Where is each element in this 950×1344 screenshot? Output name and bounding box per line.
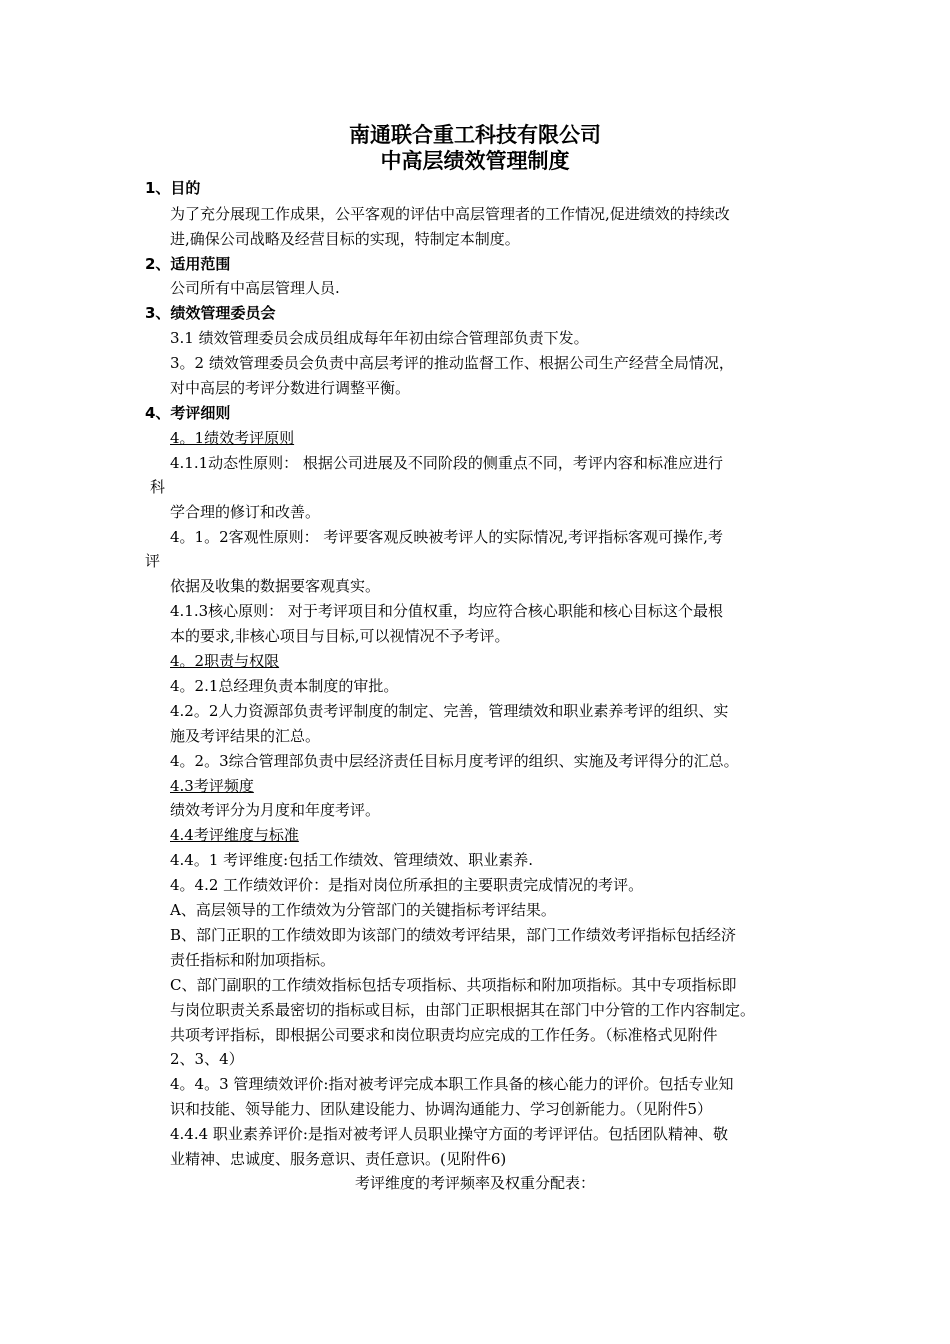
subsection-heading: 4.4考评维度与标准 (170, 826, 299, 844)
section-heading-committee: 3、绩效管理委员会 (145, 304, 276, 322)
company-title: 南通联合重工科技有限公司 (349, 123, 601, 147)
paragraph-line: 责任指标和附加项指标。 (170, 951, 336, 969)
paragraph-line: 3.1 绩效管理委员会成员组成每年年初由综合管理部负责下发。 (170, 329, 589, 347)
section-heading-purpose: 1、目的 (145, 179, 201, 197)
paragraph-line: 4。2.1总经理负责本制度的审批。 (170, 677, 399, 695)
paragraph-line: 4.1.1动态性原则： 根据公司进展及不同阶段的侧重点不同，考评内容和标准应进行 (170, 454, 723, 472)
section-heading-scope: 2、适用范围 (145, 255, 231, 273)
paragraph-line: 4。4.2 工作绩效评价：是指对岗位所承担的主要职责完成情况的考评。 (170, 876, 644, 894)
paragraph-line: 4。2。3综合管理部负责中层经济责任目标月度考评的组织、实施及考评得分的汇总。 (170, 752, 739, 770)
paragraph-line: 业精神、忠诚度、服务意识、责任意识。(见附件6) (170, 1150, 507, 1168)
paragraph-line: 4.2。2人力资源部负责考评制度的制定、完善，管理绩效和职业素养考评的组织、实 (170, 702, 729, 720)
paragraph-line: 为了充分展现工作成果，公平客观的评估中高层管理者的工作情况,促进绩效的持续改 (170, 205, 730, 223)
paragraph-line: 4。4。3 管理绩效评价:指对被考评完成本职工作具备的核心能力的评价。包括专业知 (170, 1075, 734, 1093)
paragraph-line: C、部门副职的工作绩效指标包括专项指标、共项指标和附加项指标。其中专项指标即 (170, 976, 737, 994)
paragraph-line: 4。1。2客观性原则： 考评要客观反映被考评人的实际情况,考评指标客观可操作,考 (170, 528, 723, 546)
paragraph-line: 对中高层的考评分数进行调整平衡。 (170, 379, 411, 397)
paragraph-line: 依据及收集的数据要客观真实。 (170, 577, 381, 595)
subsection-heading: 4。1绩效考评原则 (170, 429, 295, 447)
paragraph-line: 科 (150, 478, 166, 496)
document-title: 中高层绩效管理制度 (380, 149, 570, 173)
section-heading-rules: 4、考评细则 (145, 404, 231, 422)
subsection-heading: 4.3考评频度 (170, 777, 254, 795)
paragraph-line: A、高层领导的工作绩效为分管部门的关键指标考评结果。 (170, 901, 556, 919)
paragraph-line: 3。2 绩效管理委员会负责中高层考评的推动监督工作、根据公司生产经营全局情况， (170, 354, 734, 372)
paragraph-line: 4.4.4 职业素养评价:是指对被考评人员职业操守方面的考评评估。包括团队精神、敬 (170, 1125, 728, 1143)
subsection-heading: 4。2职责与权限 (170, 652, 280, 670)
paragraph-line: 4.4。1 考评维度:包括工作绩效、管理绩效、职业素养. (170, 851, 533, 869)
paragraph-line: 与岗位职责关系最密切的指标或目标，由部门正职根据其在部门中分管的工作内容制定。 (170, 1001, 756, 1019)
paragraph-line: 共项考评指标，即根据公司要求和岗位职责均应完成的工作任务。（标准格式见附件 (170, 1026, 718, 1044)
paragraph-line: 识和技能、领导能力、团队建设能力、协调沟通能力、学习创新能力。（见附件5） (170, 1100, 713, 1118)
paragraph-line: 4.1.3核心原则： 对于考评项目和分值权重，均应符合核心职能和核心目标这个最根 (170, 602, 723, 620)
paragraph-line: 进,确保公司战略及经营目标的实现，特制定本制度。 (170, 230, 520, 248)
paragraph-line: 学合理的修订和改善。 (170, 503, 321, 521)
paragraph-line: 评 (145, 552, 161, 570)
paragraph-line: 本的要求,非核心项目与目标,可以视情况不予考评。 (170, 627, 510, 645)
table-caption: 考评维度的考评频率及权重分配表： (354, 1174, 595, 1192)
paragraph-line: 2、3、4） (170, 1050, 244, 1068)
paragraph-line: B、部门正职的工作绩效即为该部门的绩效考评结果，部门工作绩效考评指标包括经济 (170, 926, 737, 944)
paragraph-line: 施及考评结果的汇总。 (170, 727, 321, 745)
paragraph-line: 公司所有中高层管理人员. (170, 279, 340, 297)
paragraph-line: 绩效考评分为月度和年度考评。 (170, 801, 381, 819)
